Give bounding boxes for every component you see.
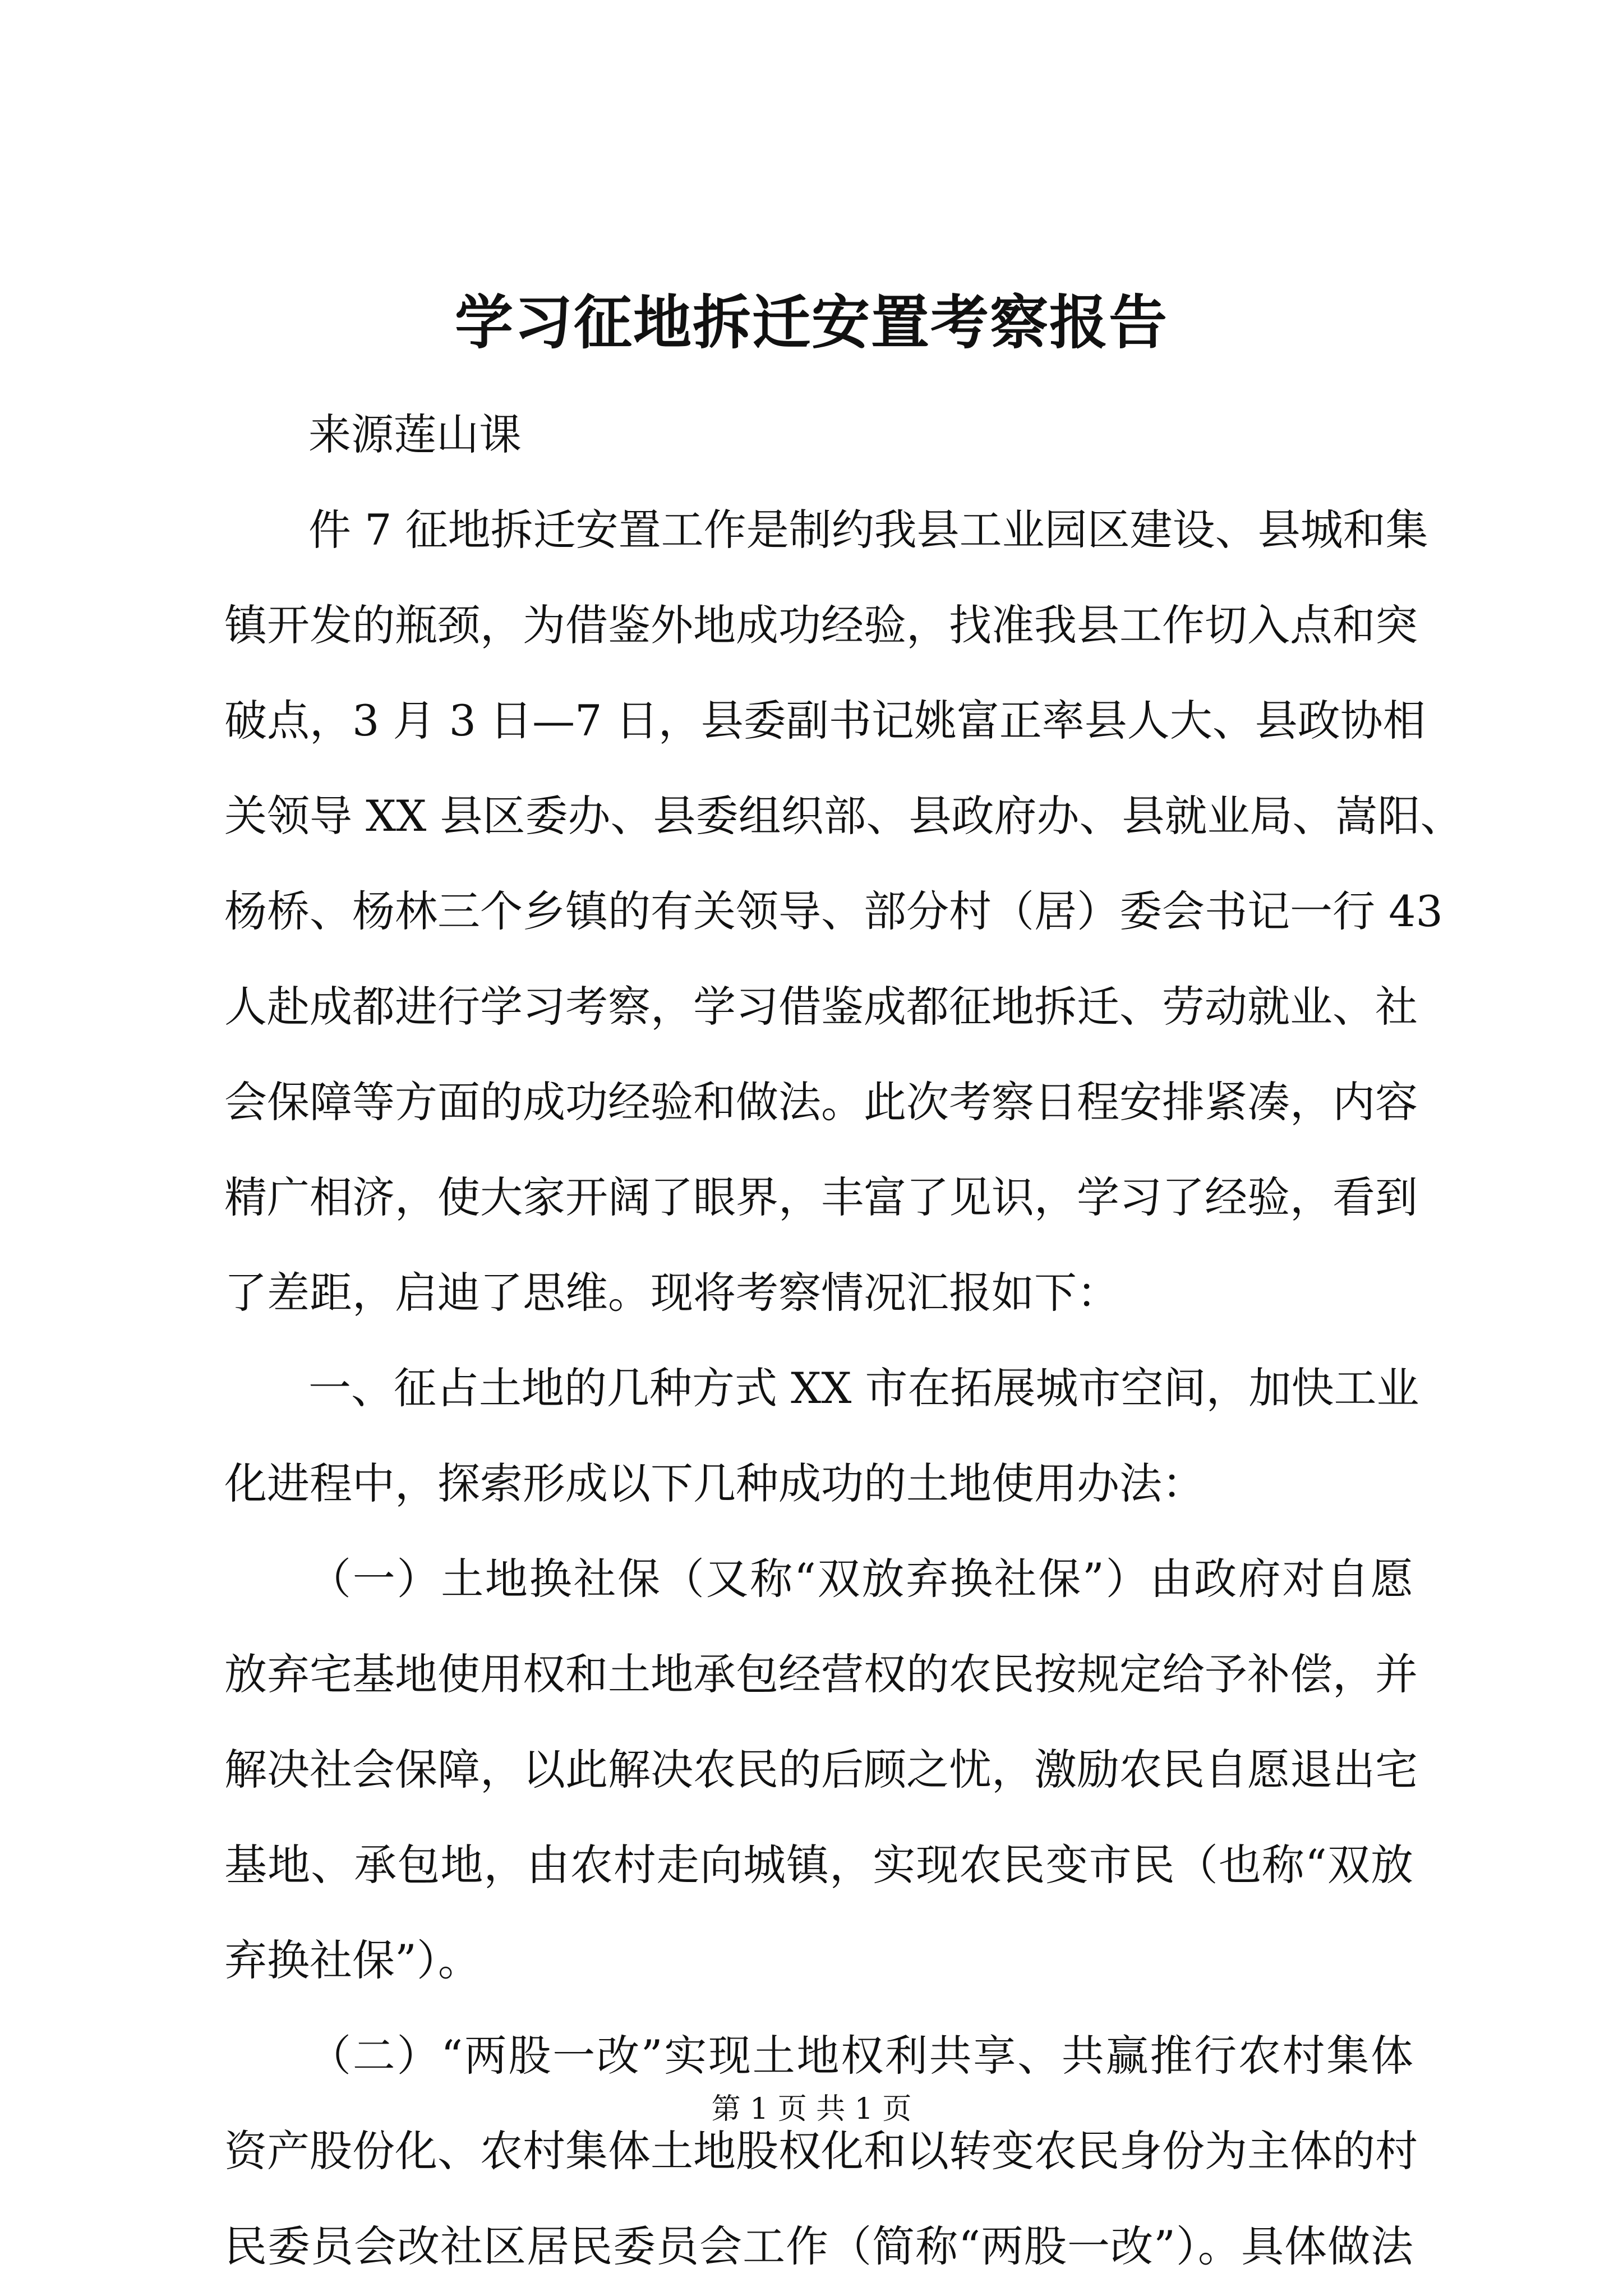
text-line: 资产股份化、农村集体土地股权化和以转变农民身份为主体的村 [224, 2126, 1418, 2176]
text-line: 杨桥、杨林三个乡镇的有关领导、部分村（居）委会书记一行 43 [224, 886, 1443, 936]
text-line: 人赴成都进行学习考察，学习借鉴成都征地拆迁、劳动就业、社 [224, 982, 1418, 1032]
text-line: 破点，3 月 3 日—7 日，县委副书记姚富正率县人大、县政协相 [224, 696, 1426, 746]
text-line: 来源莲山课 [308, 409, 522, 459]
text-line: 镇开发的瓶颈，为借鉴外地成功经验，找准我县工作切入点和突 [224, 600, 1418, 650]
text-line: 一、征占土地的几种方式 XX 市在拓展城市空间，加快工业 [308, 1363, 1419, 1413]
text-line: 关领导 XX 县区委办、县委组织部、县政府办、县就业局、嵩阳、 [224, 791, 1463, 841]
text-line: （二）“两股一改”实现土地权利共享、共赢推行农村集体 [308, 2031, 1413, 2081]
text-line: 会保障等方面的成功经验和做法。此次考察日程安排紧凑，内容 [224, 1077, 1418, 1127]
text-line: 弃换社保”）。 [224, 1935, 481, 1985]
page-footer: 第 1 页 共 1 页 [711, 2092, 912, 2126]
text-line: 基地、承包地，由农村走向城镇，实现农民变市民（也称“双放 [224, 1840, 1413, 1890]
text-line: 精广相济，使大家开阔了眼界，丰富了见识，学习了经验，看到 [224, 1172, 1418, 1222]
text-line: 解决社会保障，以此解决农民的后顾之忧，激励农民自愿退出宅 [224, 1745, 1418, 1795]
document-title: 学习征地拆迁安置考察报告 [454, 288, 1168, 357]
text-line: 了差距，启迪了思维。现将考察情况汇报如下： [224, 1268, 1119, 1318]
text-line: 民委员会改社区居民委员会工作（简称“两股一改”）。具体做法 [224, 2221, 1413, 2271]
text-line: 化进程中，探索形成以下几种成功的土地使用办法： [224, 1458, 1205, 1508]
text-line: （一）土地换社保（又称“双放弃换社保”）由政府对自愿 [308, 1554, 1413, 1604]
text-line: 放弃宅基地使用权和土地承包经营权的农民按规定给予补偿，并 [224, 1649, 1418, 1699]
text-line: 件 7 征地拆迁安置工作是制约我县工业园区建设、县城和集 [308, 505, 1428, 555]
document-body [224, 387, 1463, 2294]
